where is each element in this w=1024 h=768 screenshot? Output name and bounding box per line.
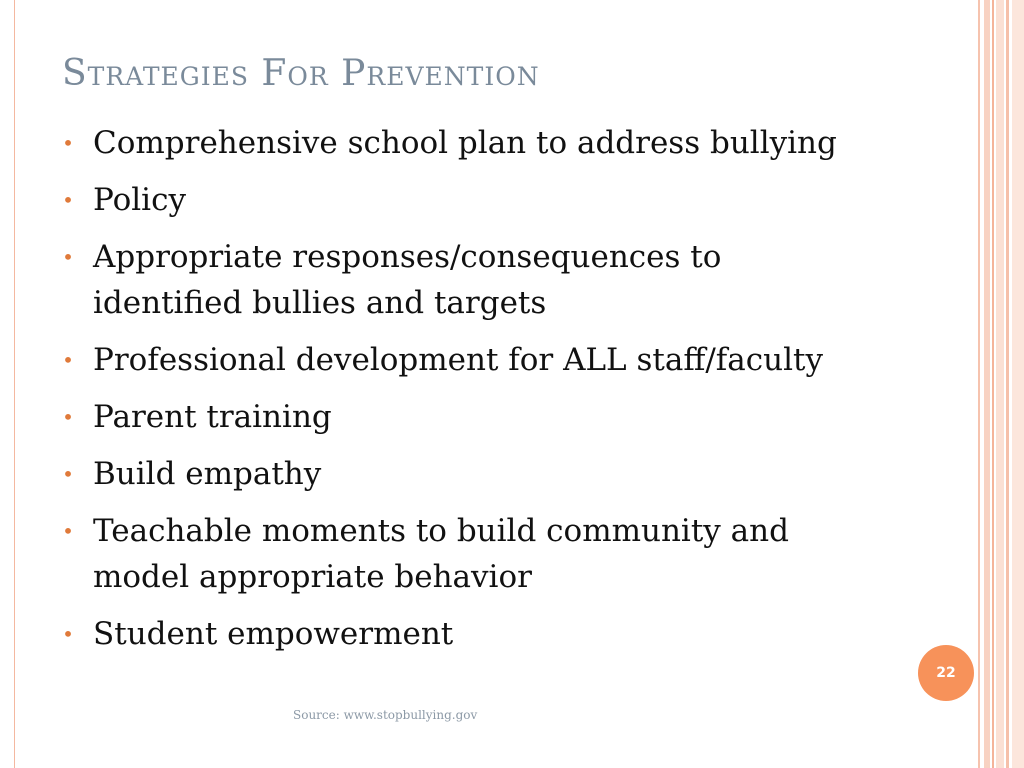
bullet-item (58, 394, 878, 440)
bullet-item (58, 234, 878, 326)
bullet-text: Professional development for ALL staff/faculty (93, 342, 823, 378)
page-number: 22 (936, 665, 956, 681)
right-decor-stripe (1006, 0, 1009, 768)
right-decor-stripe (978, 0, 980, 768)
bullet-icon: • (62, 519, 74, 543)
bullet-item (58, 611, 878, 657)
bullet-item (58, 508, 878, 600)
bullet-icon: • (62, 245, 74, 269)
slide-title: Strategies For Prevention (62, 53, 540, 94)
bullet-text: Appropriate responses/consequences to identified bullies and targets (93, 239, 722, 321)
left-border-line (14, 0, 15, 768)
page-number-badge (918, 645, 974, 701)
right-decor-stripe (1012, 0, 1024, 768)
bullet-icon: • (62, 405, 74, 429)
right-decor-stripe (996, 0, 1004, 768)
bullet-text: Teachable moments to build community and model appropriate behavior (93, 513, 789, 595)
bullet-icon: • (62, 622, 74, 646)
right-decor-stripe (992, 0, 994, 768)
source-citation: Source: www.stopbullying.gov (293, 708, 478, 722)
bullet-item (58, 451, 878, 497)
right-decor-stripe (984, 0, 990, 768)
bullet-icon: • (62, 131, 74, 155)
bullet-item (58, 177, 878, 223)
bullet-text: Parent training (93, 399, 332, 435)
bullet-icon: • (62, 188, 74, 212)
bullet-item (58, 120, 878, 166)
bullet-text: Comprehensive school plan to address bullying (93, 125, 837, 161)
bullet-text: Student empowerment (93, 616, 454, 652)
bullet-list (58, 120, 878, 668)
bullet-text: Build empathy (93, 456, 322, 492)
bullet-item (58, 337, 878, 383)
bullet-icon: • (62, 462, 74, 486)
bullet-icon: • (62, 348, 74, 372)
bullet-text: Policy (93, 182, 186, 218)
